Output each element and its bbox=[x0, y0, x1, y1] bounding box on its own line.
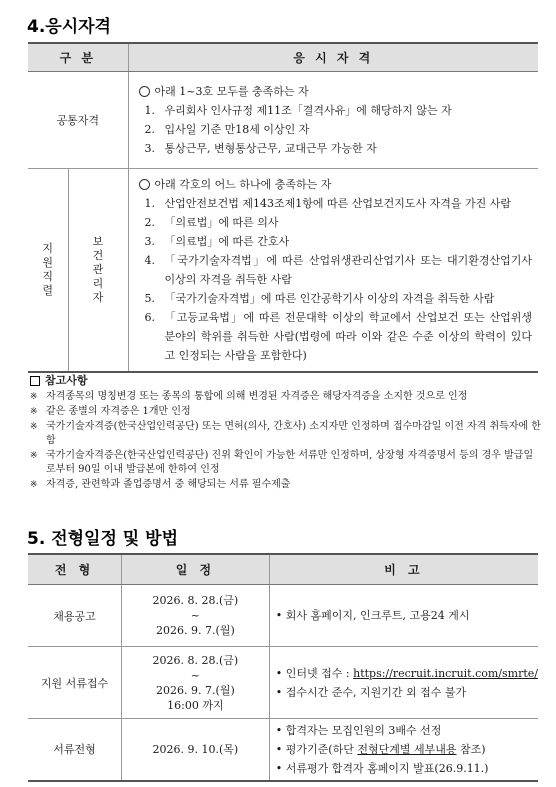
schedule-cell: 2026. 8. 28.(금) ~ 2026. 9. 7.(월) bbox=[122, 585, 270, 647]
header-category: 구 분 bbox=[28, 43, 128, 72]
notes-section bbox=[30, 374, 542, 493]
header-stage: 전 형 bbox=[28, 554, 122, 585]
common-intro: 아래 1~3호 모두를 충족하는 자 bbox=[154, 85, 309, 98]
remarks-cell: • 합격자는 모집인원의 3배수 선정 • 평가기준(하단 전형단계별 세부내용 참조) • 서류평가 합격자 홈페이지 발표(26.9.11.) bbox=[275, 723, 489, 775]
list-item: 5. 「국가기술자격법」에 따른 인간공학기사 이상의 자격을 취득한 사람 bbox=[144, 292, 495, 305]
field-sublabel: 보건관리자 bbox=[68, 169, 128, 373]
stage-cell: 지원 서류접수 bbox=[28, 647, 122, 719]
field-intro: 아래 각호의 어느 하나에 충족하는 자 bbox=[154, 178, 332, 191]
qualification-table-header bbox=[28, 43, 538, 72]
schedule-cell: 2026. 9. 10.(목) bbox=[122, 719, 270, 781]
qualification-table bbox=[28, 42, 538, 373]
field-label: 지원직렬 bbox=[28, 169, 68, 373]
list-item: 3. 통상근무, 변형통상근무, 교대근무 가능한 자 bbox=[144, 142, 377, 155]
note-item: ※ 같은 종별의 자격증은 1개만 인정 bbox=[30, 406, 191, 417]
header-schedule: 일 정 bbox=[122, 554, 270, 585]
schedule-table-header bbox=[28, 554, 538, 585]
schedule-cell: 2026. 8. 28.(금) ~ 2026. 9. 7.(월) 16:00 까지 bbox=[122, 647, 270, 719]
circle-icon bbox=[139, 179, 150, 190]
table-row bbox=[28, 719, 538, 781]
stage-cell: 서류전형 bbox=[28, 719, 122, 781]
list-item: 6. 「고등교육법」에 따른 전문대학 이상의 학교에서 산업보건 또는 산업위생 분야의 학위를 취득한 사람(법령에 따라 이와 같은 수준 이상의 학력이 있다고 인정되는 사람을 포함한다) bbox=[144, 311, 532, 362]
checkbox-square-icon bbox=[30, 376, 40, 386]
note-item: ※ 국가기술자격증(한국산업인력공단) 또는 면허(의사, 간호사) 소지자만 인정하며 접수마감일 이전 자격 취득자에 한함 bbox=[30, 421, 541, 446]
field-content bbox=[128, 169, 538, 373]
remarks-cell: • 인터넷 접수 : https://recruit.incruit.com/smrte/ • 접수시간 준수, 지원기간 외 접수 불가 bbox=[275, 666, 538, 699]
notes-title: 참고사항 bbox=[30, 374, 542, 388]
table-row bbox=[28, 585, 538, 647]
remarks-cell: • 회사 홈페이지, 인크루트, 고용24 게시 bbox=[275, 609, 470, 622]
detail-reference-link[interactable]: 전형단계별 세부내용 bbox=[357, 742, 457, 756]
common-row bbox=[28, 72, 538, 169]
schedule-table bbox=[28, 553, 538, 782]
header-qualification: 응 시 자 격 bbox=[128, 43, 538, 72]
list-item: 2. 입사일 기준 만18세 이상인 자 bbox=[144, 123, 310, 136]
common-content bbox=[128, 72, 538, 169]
field-row bbox=[28, 169, 538, 373]
section5-title: 5. 전형일정 및 방법 bbox=[27, 529, 178, 549]
note-item: ※ 국가기술자격증은(한국산업인력공단) 진위 확인이 가능한 서류만 인정하며, 상장형 자격증명서 등의 경우 발급일로부터 90일 이내 발급본에 한하여 인정 bbox=[30, 450, 534, 475]
list-item: 4. 「국가기술자격법」에 따른 산업위생관리산업기사 또는 대기환경산업기사 이상의 자격을 취득한 사람 bbox=[144, 254, 532, 286]
header-remarks: 비 고 bbox=[269, 554, 538, 585]
list-item: 3. 「의료법」에 따른 간호사 bbox=[144, 235, 290, 248]
section4-title: 4.응시자격 bbox=[27, 17, 111, 37]
note-item: ※ 자격증, 관련학과 졸업증명서 중 해당되는 서류 필수제출 bbox=[30, 479, 291, 490]
circle-icon bbox=[139, 86, 150, 97]
common-label: 공통자격 bbox=[28, 72, 128, 169]
list-item: 1. 산업안전보건법 제143조제1항에 따른 산업보건지도사 자격을 가진 사람 bbox=[144, 197, 511, 210]
note-item: ※ 자격종목의 명칭변경 또는 종목의 통합에 의해 변경된 자격증은 해당자격증을 소지한 것으로 인정 bbox=[30, 391, 468, 402]
stage-cell: 채용공고 bbox=[28, 585, 122, 647]
list-item: 2. 「의료법」에 따른 의사 bbox=[144, 216, 279, 229]
list-item: 1. 우리회사 인사규정 제11조「결격사유」에 해당하지 않는 자 bbox=[144, 104, 452, 117]
table-row bbox=[28, 647, 538, 719]
recruit-link[interactable]: https://recruit.incruit.com/smrte/ bbox=[353, 666, 538, 680]
